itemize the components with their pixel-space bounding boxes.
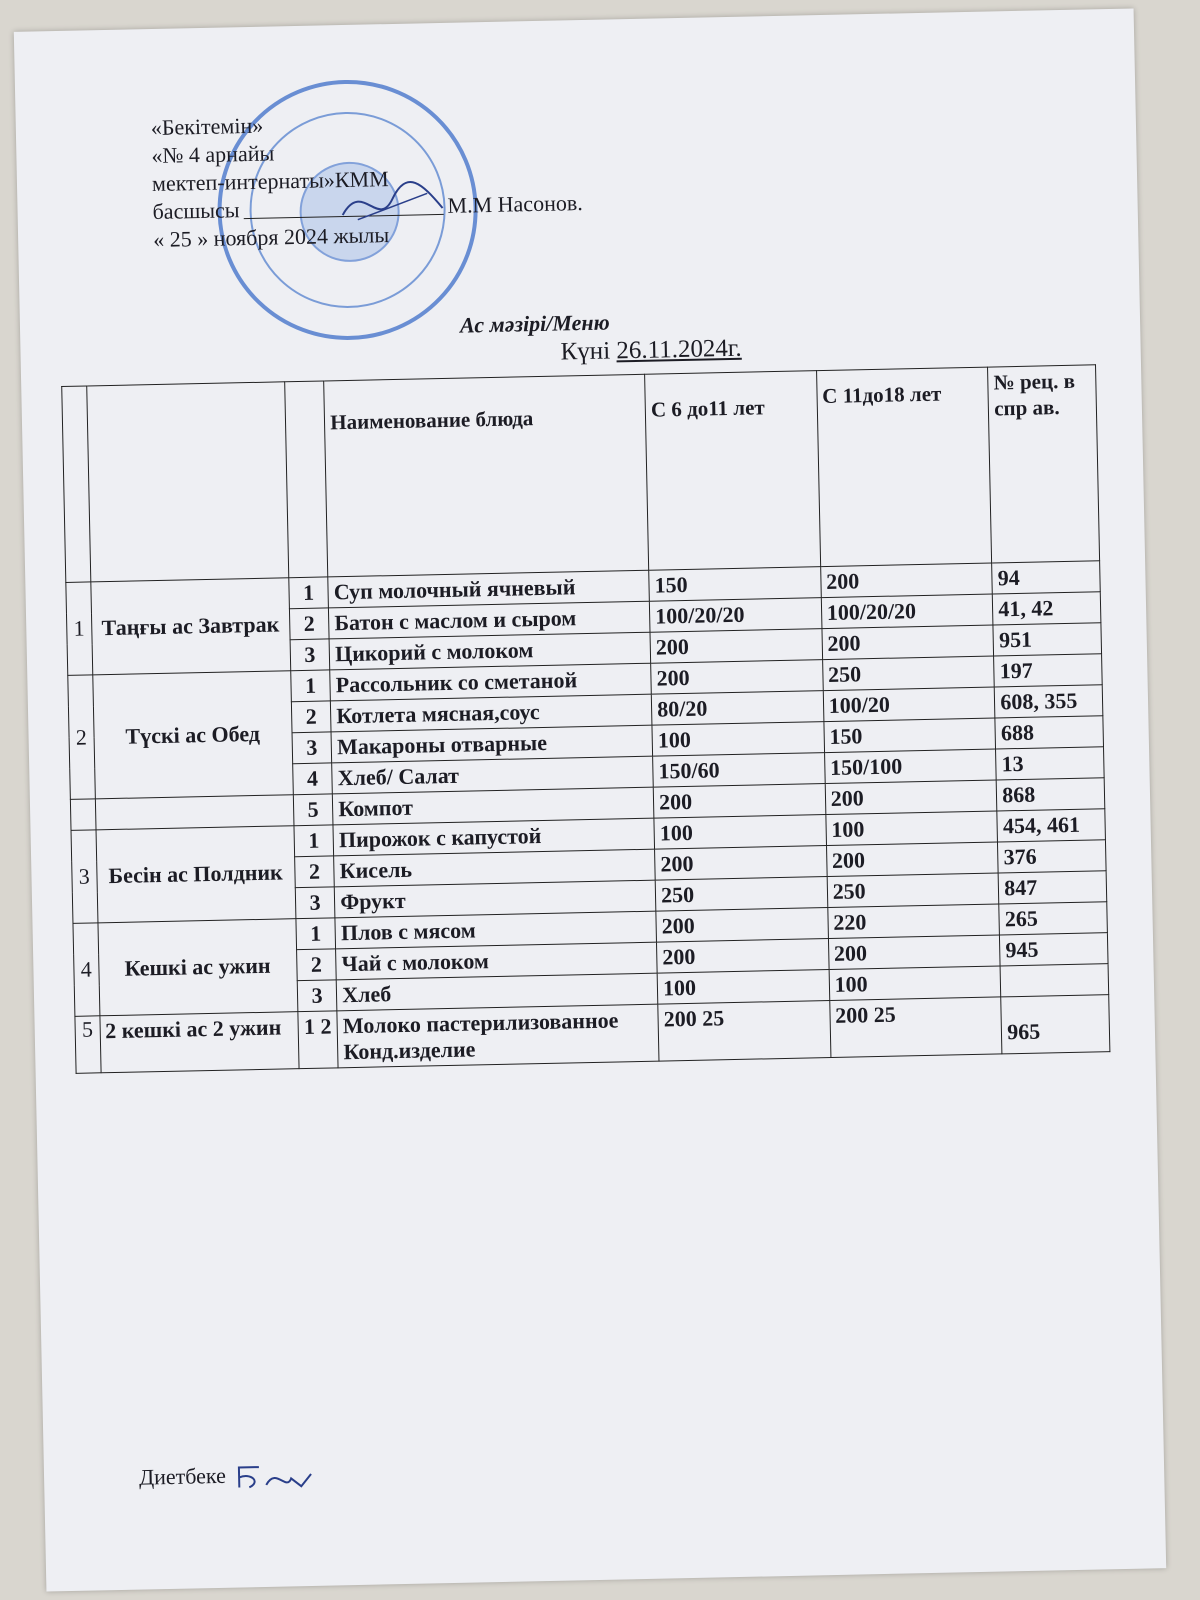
portion-6-11: 200: [651, 660, 823, 695]
approver-name: М.М Насонов.: [447, 190, 583, 218]
recipe-ref: 688: [995, 716, 1103, 749]
portion-6-11: 200 25: [658, 1001, 831, 1062]
portion-11-18: 220: [827, 904, 999, 939]
dish-index: 2: [291, 701, 331, 733]
meal-name: Түскі ас Обед: [92, 671, 293, 799]
portion-11-18: 200 25: [829, 997, 1002, 1058]
portion-6-11: 80/20: [651, 691, 823, 726]
portion-11-18: 150/100: [824, 749, 996, 784]
dish-name: Кисель: [334, 849, 655, 887]
recipe-ref: 265: [999, 902, 1107, 935]
header-age-6-11: С 6 до11 лет: [645, 371, 821, 571]
portion-11-18: 250: [822, 656, 994, 691]
dish-index: 3: [297, 980, 337, 1012]
dish-index: 3: [295, 887, 335, 919]
approval-line-3: мектеп-интернаты»КММ: [151, 166, 389, 197]
dish-name: Рассольник со сметаной: [330, 663, 651, 701]
recipe-ref: 13: [996, 747, 1104, 780]
portion-6-11: 200: [653, 784, 825, 819]
dietitian-signature-icon: [231, 1456, 322, 1498]
dish-name: Компот: [333, 787, 654, 825]
dish-index: 2: [289, 608, 329, 640]
dish-name: Суп молочный ячневый: [328, 570, 649, 608]
portion-6-11: 200: [650, 629, 822, 664]
meal-name: 2 кешкі ас 2 ужин: [99, 1012, 298, 1073]
header-recipe-ref: № рец. в спр ав.: [988, 365, 1100, 563]
portion-11-18: 100: [826, 811, 998, 846]
dietitian-label: Диетбеке: [138, 1462, 227, 1490]
meal-name: Таңғы ас Завтрак: [90, 578, 290, 675]
dish-index: 2: [294, 856, 334, 888]
recipe-ref: 965: [1001, 995, 1110, 1054]
dish-index: 3: [290, 639, 330, 671]
portion-6-11: 100/20/20: [649, 598, 821, 633]
portion-11-18: 200: [822, 625, 994, 660]
dish-name: Чай с молоком: [336, 942, 657, 980]
approval-line-2: «№ 4 арнайы: [151, 140, 275, 169]
portion-6-11: 150: [649, 567, 821, 602]
approval-date: « 25 » ноября 2024 жылы: [152, 222, 390, 253]
dish-name: Молоко пастерилизованное Конд.изделие: [337, 1004, 659, 1068]
dish-index: 4: [292, 763, 332, 795]
recipe-ref: 847: [998, 871, 1106, 904]
dish-name: Хлеб: [336, 973, 657, 1011]
table-header-row: [62, 365, 1100, 583]
portion-11-18: 200: [828, 935, 1000, 970]
portion-11-18: 100: [829, 966, 1001, 1001]
meal-name: Бесін ас Полдник: [96, 826, 296, 923]
dish-index: 5: [293, 794, 333, 826]
portion-11-18: 100/20/20: [821, 594, 993, 629]
dish-name: Пирожок с капустой: [333, 818, 654, 856]
recipe-ref: [1000, 964, 1108, 997]
dish-index: 2: [296, 949, 336, 981]
dish-name: Цикорий с молоком: [329, 632, 650, 670]
portion-6-11: 200: [656, 908, 828, 943]
handwritten-signature-icon: [337, 173, 448, 235]
dish-name: Макароны отварные: [331, 725, 652, 763]
portion-11-18: 200: [826, 842, 998, 877]
dish-index: 1: [294, 825, 334, 857]
portion-6-11: 200: [657, 939, 829, 974]
meal-number: 3: [71, 830, 97, 923]
meal-number: 1: [66, 582, 92, 675]
portion-11-18: 100/20: [823, 687, 995, 722]
portion-6-11: 150/60: [653, 753, 825, 788]
dish-index: 1 2: [298, 1011, 339, 1069]
menu-table: [61, 364, 1110, 1074]
portion-6-11: 200: [655, 846, 827, 881]
dish-index: 3: [292, 732, 332, 764]
portion-11-18: 250: [827, 873, 999, 908]
dish-index: 1: [291, 670, 331, 702]
recipe-ref: 951: [993, 623, 1101, 656]
page-title: Ас мәзірі/Меню: [459, 309, 610, 338]
recipe-ref: 608, 355: [995, 685, 1103, 718]
portion-11-18: 150: [824, 718, 996, 753]
recipe-ref: 454, 461: [997, 809, 1105, 842]
dietitian-signature-block: [139, 1456, 322, 1500]
meal-number: 4: [73, 923, 99, 1016]
portion-11-18: 200: [820, 563, 992, 598]
recipe-ref: 94: [992, 561, 1100, 594]
meal-number: 5: [75, 1016, 101, 1074]
recipe-ref: 41, 42: [993, 592, 1101, 625]
date-value: 26.11.2024г.: [616, 334, 742, 365]
portion-6-11: 100: [652, 722, 824, 757]
portion-11-18: 200: [825, 780, 997, 815]
portion-6-11: 250: [655, 877, 827, 912]
portion-6-11: 100: [654, 815, 826, 850]
menu-date: [560, 335, 742, 367]
document-sheet: [14, 8, 1166, 1591]
dish-index: 1: [296, 918, 336, 950]
recipe-ref: 376: [998, 840, 1106, 873]
dish-name: Котлета мясная,соус: [331, 694, 652, 732]
dish-name: Фрукт: [334, 880, 655, 918]
recipe-ref: 197: [994, 654, 1102, 687]
approval-line-1: «Бекітемін»: [150, 112, 264, 141]
dish-index: 1: [289, 577, 329, 609]
dish-name: Плов с мясом: [335, 911, 656, 949]
meal-name: Кешкі ас ужин: [97, 919, 297, 1016]
portion-6-11: 100: [657, 970, 829, 1005]
meal-number: 2: [68, 675, 95, 799]
header-dish-name: Наименование блюда: [324, 374, 649, 577]
recipe-ref: 868: [996, 778, 1104, 811]
dish-name: Батон с маслом и сыром: [329, 601, 650, 639]
dish-name: Хлеб/ Салат: [332, 756, 653, 794]
approval-position: басшысы: [152, 197, 240, 225]
header-age-11-18: С 11до18 лет: [816, 367, 992, 567]
date-label: Күні: [560, 337, 611, 366]
recipe-ref: 945: [1000, 933, 1108, 966]
